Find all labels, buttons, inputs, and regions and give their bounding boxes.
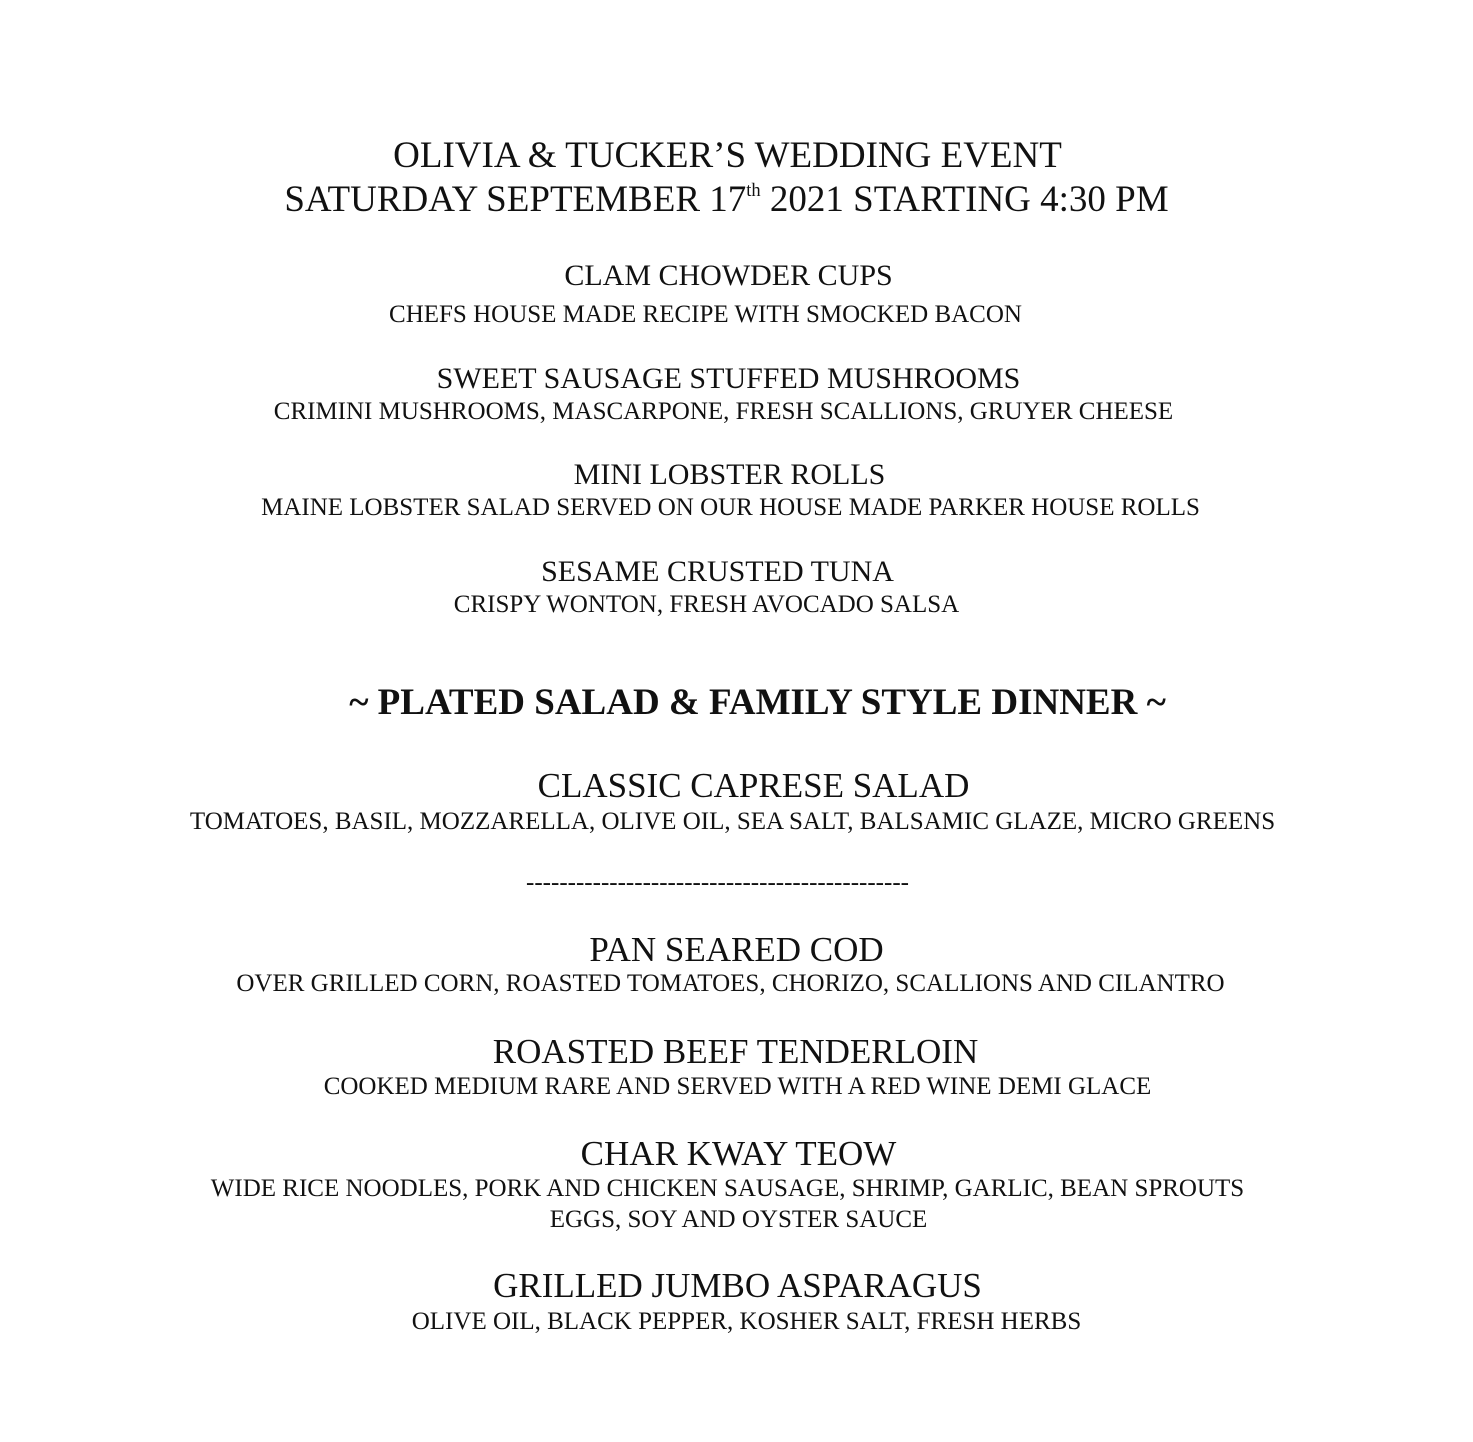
dinner-item-name: PAN SEARED COD bbox=[589, 930, 884, 969]
dinner-item-description: COOKED MEDIUM RARE AND SERVED WITH A RED WINE DEMI GLACE bbox=[323, 1073, 1152, 1100]
salad-name: CLASSIC CAPRESE SALAD bbox=[537, 766, 970, 805]
appetizer-name: SWEET SAUSAGE STUFFED MUSHROOMS bbox=[436, 362, 1021, 395]
event-date bbox=[0, 181, 1463, 218]
appetizer-description: CHEFS HOUSE MADE RECIPE WITH SMOCKED BACON bbox=[389, 301, 1022, 328]
dinner-item-description: OLIVE OIL, BLACK PEPPER, KOSHER SALT, FRESH HERBS bbox=[411, 1308, 1082, 1335]
dinner-item-description: EGGS, SOY AND OYSTER SAUCE bbox=[549, 1206, 928, 1233]
dinner-item-name: CHAR KWAY TEOW bbox=[580, 1134, 897, 1173]
dinner-heading: ~ PLATED SALAD & FAMILY STYLE DINNER ~ bbox=[349, 682, 1166, 723]
salad-description: TOMATOES, BASIL, MOZZARELLA, OLIVE OIL, SEA SALT, BALSAMIC GLAZE, MICRO GREENS bbox=[189, 808, 1276, 835]
appetizer-description: CRISPY WONTON, FRESH AVOCADO SALSA bbox=[453, 591, 960, 618]
dinner-item-name: ROASTED BEEF TENDERLOIN bbox=[492, 1032, 979, 1071]
divider: ---------------------------------------------- bbox=[526, 869, 909, 896]
appetizer-name: CLAM CHOWDER CUPS bbox=[564, 259, 893, 292]
event-date-prefix: SATURDAY SEPTEMBER 17 bbox=[284, 179, 747, 220]
event-title: OLIVIA & TUCKER’S WEDDING EVENT bbox=[393, 135, 1062, 176]
appetizer-name: SESAME CRUSTED TUNA bbox=[541, 555, 894, 588]
appetizer-name: MINI LOBSTER ROLLS bbox=[573, 458, 886, 491]
event-date-rest: 2021 STARTING 4:30 PM bbox=[760, 179, 1169, 220]
dinner-item-description: OVER GRILLED CORN, ROASTED TOMATOES, CHORIZO, SCALLIONS AND CILANTRO bbox=[236, 970, 1225, 997]
dinner-item-description: WIDE RICE NOODLES, PORK AND CHICKEN SAUSAGE, SHRIMP, GARLIC, BEAN SPROUTS bbox=[210, 1175, 1245, 1202]
appetizer-description: CRIMINI MUSHROOMS, MASCARPONE, FRESH SCALLIONS, GRUYER CHEESE bbox=[273, 398, 1174, 425]
dinner-item-name: GRILLED JUMBO ASPARAGUS bbox=[493, 1266, 982, 1305]
appetizer-description: MAINE LOBSTER SALAD SERVED ON OUR HOUSE MADE PARKER HOUSE ROLLS bbox=[261, 494, 1200, 521]
event-date-suffix-ordinal: th bbox=[746, 181, 761, 202]
